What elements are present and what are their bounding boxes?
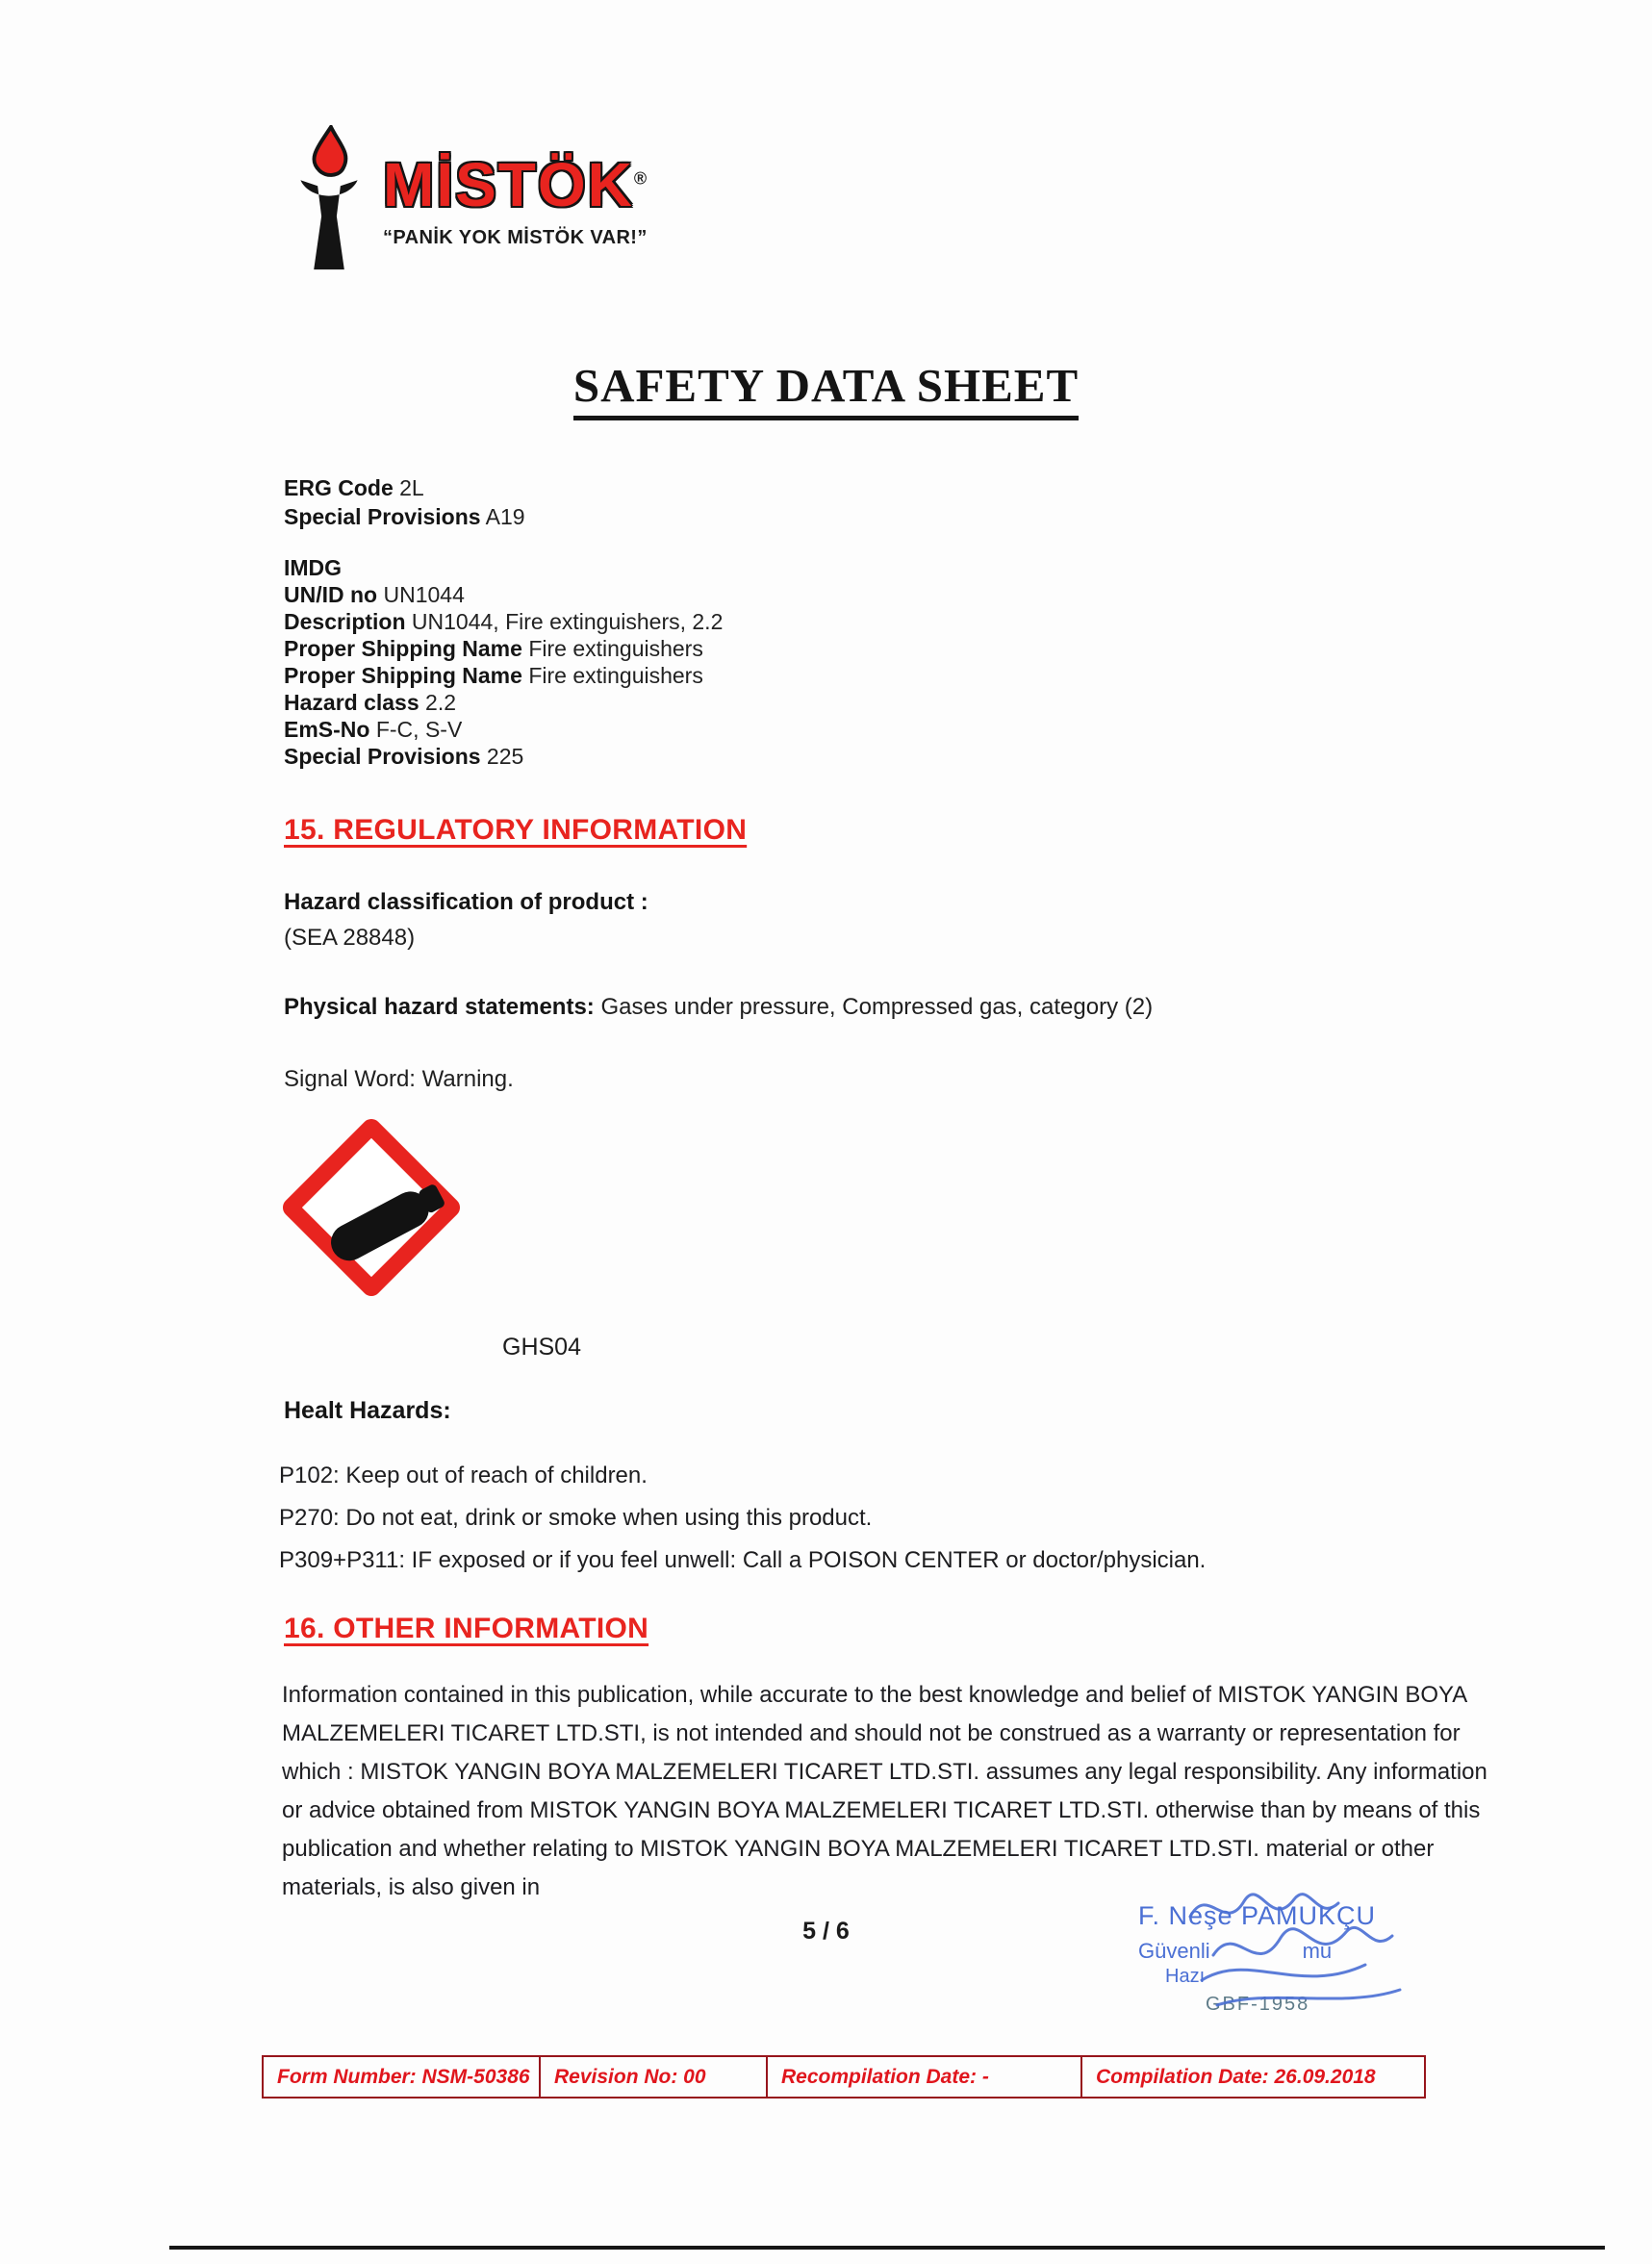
field-label: Hazard class [284, 690, 419, 715]
physical-hazard-label: Physical hazard statements: [284, 994, 595, 1020]
field-label: ERG Code [284, 475, 394, 500]
section-15-heading: 15. REGULATORY INFORMATION [284, 814, 748, 846]
field-label: UN/ID no [284, 582, 378, 607]
logo-text [383, 125, 648, 249]
signature-gbf-number: GBF-1958 [1206, 1994, 1310, 2015]
health-hazards-label: Healt Hazards: [284, 1397, 451, 1424]
recompilation-date-cell: Recompilation Date: - [768, 2055, 1082, 2099]
torch-flame-icon [281, 125, 377, 277]
p270-statement: P270: Do not eat, drink or smoke when using this product. [279, 1505, 873, 1531]
hazard-class-line [284, 689, 723, 716]
proper-shipping-name-line [284, 635, 723, 662]
handwritten-signature-scribble [1125, 1888, 1483, 2042]
gas-cylinder-icon [272, 1108, 503, 1339]
field-value: 2.2 [425, 690, 457, 715]
p309-p311-statement: P309+P311: IF exposed or if you feel unwell: Call a POISON CENTER or doctor/physician. [279, 1547, 1207, 1573]
field-value: 225 [486, 744, 524, 769]
signature-block [1138, 1901, 1475, 2016]
field-label: Special Provisions [284, 744, 481, 769]
signature-name: F. Neşe PAMUKÇU [1138, 1901, 1377, 1930]
brand-word: MİSTÖK [383, 150, 634, 219]
section-16-heading: 16. OTHER INFORMATION [284, 1613, 649, 1644]
erg-code-block [284, 473, 525, 531]
page-number: 5 / 6 [802, 1918, 850, 1945]
hazard-classification-value: (SEA 28848) [284, 925, 416, 951]
mistok-logo [281, 125, 648, 277]
field-value: 2L [399, 475, 424, 500]
field-value: Fire extinguishers [528, 636, 703, 661]
imdg-block [284, 554, 723, 770]
signature-role-left: Güvenli [1138, 1939, 1210, 1963]
signature-prepared-by: Hazı [1165, 1966, 1206, 1987]
field-label: EmS-No [284, 717, 370, 742]
field-label: Proper Shipping Name [284, 636, 522, 661]
proper-shipping-name-line [284, 662, 723, 689]
revision-no-cell: Revision No: 00 [541, 2055, 768, 2099]
special-provisions-line [284, 502, 525, 531]
page-title-text: SAFETY DATA SHEET [573, 358, 1079, 420]
ems-no-line [284, 716, 723, 743]
brand-name [383, 150, 649, 219]
ghs04-code-label: GHS04 [502, 1334, 581, 1361]
signal-word-line: Signal Word: Warning. [284, 1066, 514, 1092]
physical-hazard-value: Gases under pressure, Compressed gas, category (2) [600, 994, 1154, 1020]
precautionary-statements [279, 1455, 1206, 1582]
page-title [0, 358, 1652, 420]
compilation-date-cell: Compilation Date: 26.09.2018 [1082, 2055, 1426, 2099]
bottom-page-rule [169, 2246, 1605, 2250]
field-value: F-C, S-V [375, 717, 463, 742]
ghs04-pictogram [272, 1108, 503, 1339]
field-value: UN1044, Fire extinguishers, 2.2 [411, 609, 724, 634]
imdg-header-line [284, 554, 723, 581]
signature-role-right: mu [1302, 1939, 1333, 1963]
hazard-classification-label: Hazard classification of product : [284, 889, 648, 915]
special-provisions-line [284, 743, 723, 770]
document-control-table [262, 2055, 1426, 2099]
field-value: UN1044 [383, 582, 465, 607]
hazard-classification-block [284, 889, 648, 952]
physical-hazard-statement [284, 994, 1153, 1021]
brand-tagline: “PANİK YOK MİSTÖK VAR!” [383, 227, 648, 248]
un-id-line [284, 581, 723, 608]
p102-statement: P102: Keep out of reach of children. [279, 1463, 648, 1488]
form-number-cell: Form Number: NSM-50386 [262, 2055, 541, 2099]
field-label: Description [284, 609, 406, 634]
registered-trademark-mark: ® [633, 168, 649, 189]
field-label: IMDG [284, 555, 343, 580]
other-information-paragraph: Information contained in this publication, while accurate to the best knowledge and belief of MISTOK YANGIN BOYA MALZEMELERI TICARET LTD.STI, is not intended and should not be construed as a warranty or representation for which : MISTOK YANGIN BOYA MALZEMELERI TICARET LTD.STI. assumes any legal responsibility. Any information or advice obtained from MISTOK YANGIN BOYA MALZEMELERI TICARET LTD.STI. otherwise than by means of this publication and whether relating to MISTOK YANGIN BOYA MALZEMELERI TICARET LTD.STI. material or other materials, is also given in [282, 1682, 1487, 1900]
field-label: Proper Shipping Name [284, 663, 522, 688]
field-label: Special Provisions [284, 504, 481, 529]
erg-code-line [284, 473, 525, 502]
field-value: A19 [485, 504, 525, 529]
description-line [284, 608, 723, 635]
field-value: Fire extinguishers [528, 663, 703, 688]
